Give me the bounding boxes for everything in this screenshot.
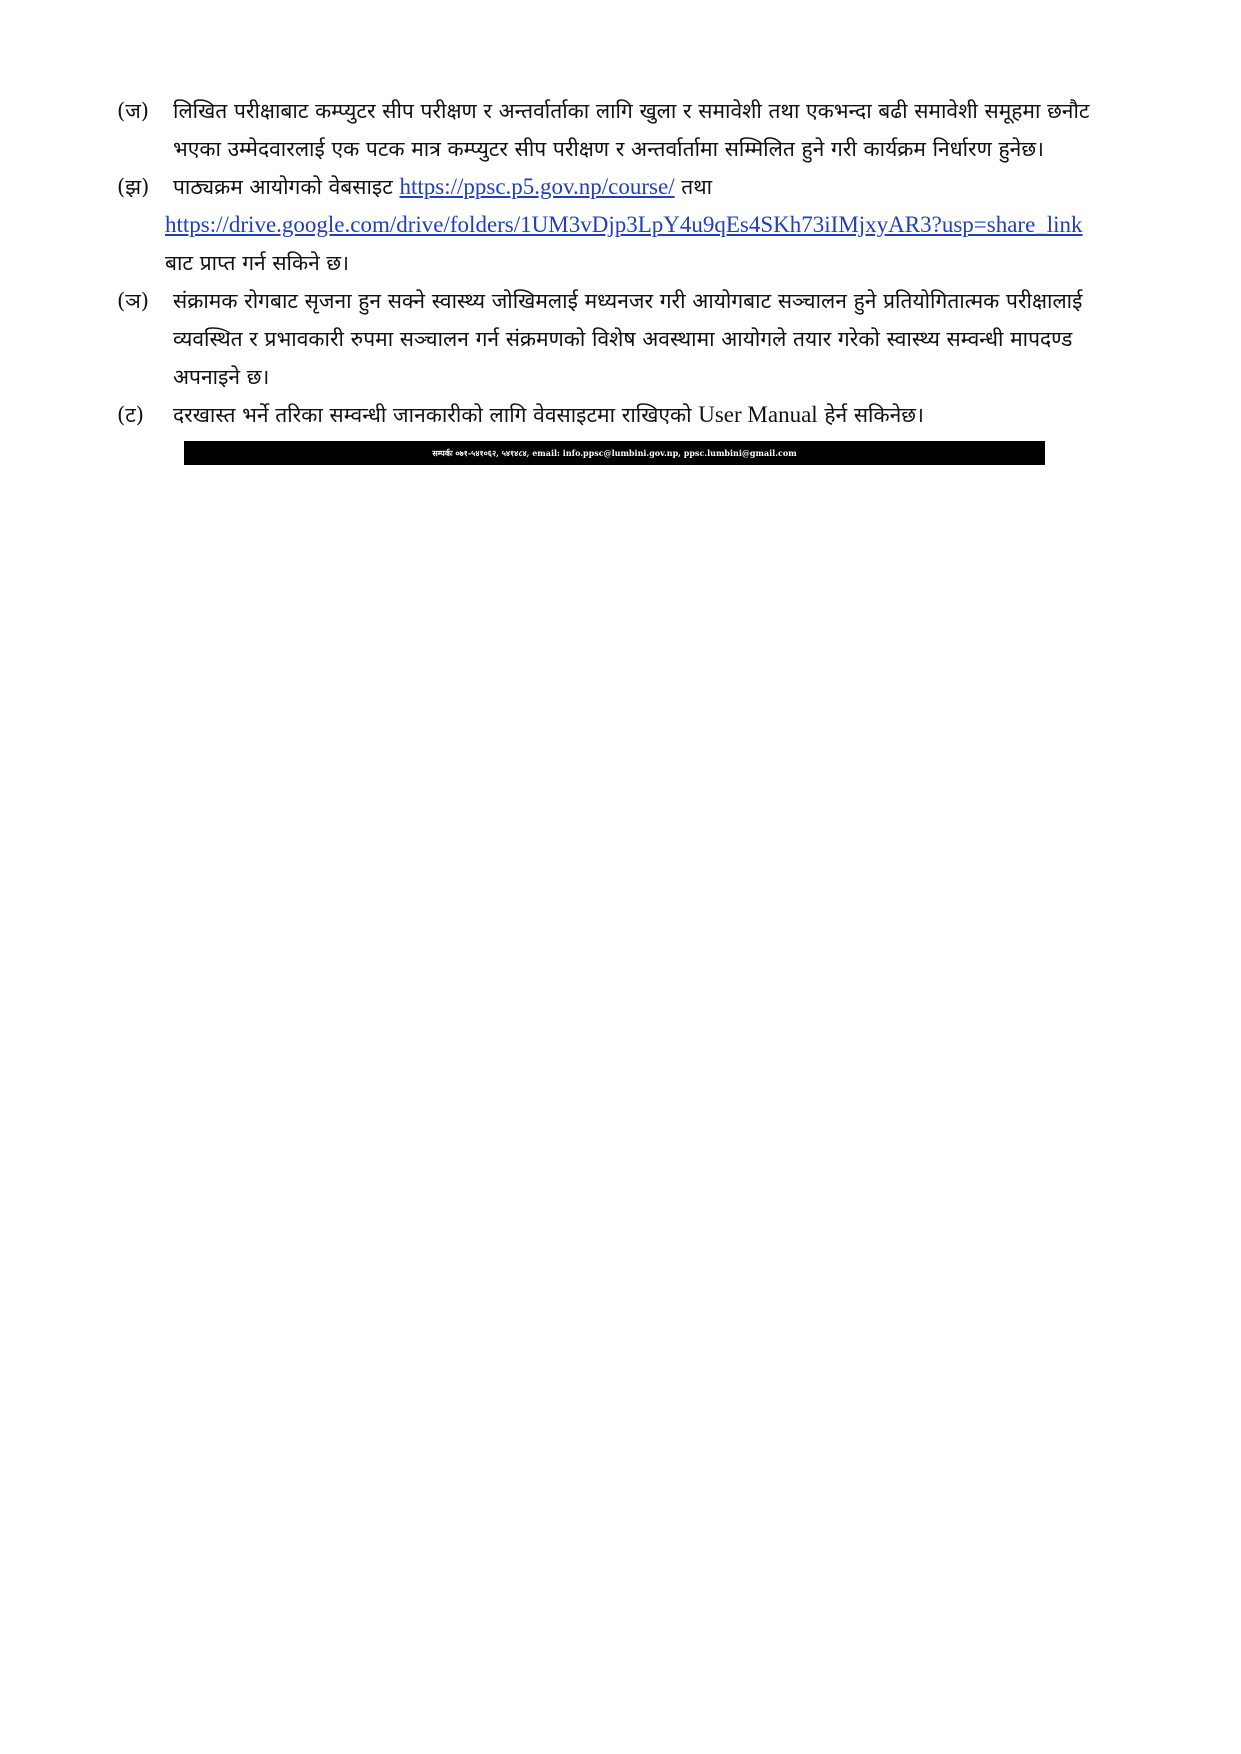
item-text [173,168,1173,206]
item-text [173,396,1173,434]
item-text [173,92,1173,168]
item-line: भएका उम्मेदवारलाई एक पटक मात्र कम्प्युटर सीप परीक्षण र अन्तर्वार्तामा सम्मिलित हुने गरी कार्यक्रम निर्धारण हुनेछ। [173,137,1044,161]
item-line: पाठ्यक्रम आयोगको वेबसाइट [173,175,393,199]
item-text [173,282,1173,396]
item-line: हेर्न सकिनेछ। [824,403,924,427]
list-item [117,168,1177,206]
item-line: अपनाइने छ। [173,365,270,389]
course-link[interactable]: https://ppsc.p5.gov.np/course/ [399,174,675,199]
item-marker: (ञ) [117,289,149,313]
item-marker: (झ) [117,175,150,199]
contact-bar: सम्पर्कः ०७१-५४१०६२, ५४१४८४, email: info.ppsc@lumbini.gov.np, ppsc.lumbini@gmail.com [184,441,1045,465]
list-item [117,92,1177,168]
drive-link-line [165,206,1083,244]
list-item [117,396,1177,434]
item-line: दरखास्त भर्ने तरिका सम्वन्धी जानकारीको लागि वेवसाइटमा राखिएको [173,403,692,427]
item-marker: (ट) [117,403,144,427]
item-line: संक्रामक रोगबाट सृजना हुन सक्ने स्वास्थ्य जोखिमलाई मध्यनजर गरी आयोगबाट सञ्चालन हुने प्रतियोगितात्मक परीक्षालाई [173,289,1083,313]
item-line: तथा [681,175,713,199]
item-marker: (ज) [117,99,149,123]
item-line: व्यवस्थित र प्रभावकारी रुपमा सञ्चालन गर्न संक्रमणको विशेष अवस्थामा आयोगले तयार गरेको स्वास्थ्य सम्वन्धी मापदण्ड [173,327,1073,351]
item-line: लिखित परीक्षाबाट कम्प्युटर सीप परीक्षण र अन्तर्वार्ताका लागि खुला र समावेशी तथा एकभन्दा बढी समावेशी समूहमा छनौट [173,99,1090,123]
item-line: बाट प्राप्त गर्न सकिने छ। [165,251,350,275]
drive-link[interactable]: https://drive.google.com/drive/folders/1UM3vDjp3LpY4u9qEs4SKh73iIMjxyAR3?usp=share_link [165,212,1083,237]
list-item [117,282,1177,396]
user-manual-text: User Manual [698,402,818,427]
